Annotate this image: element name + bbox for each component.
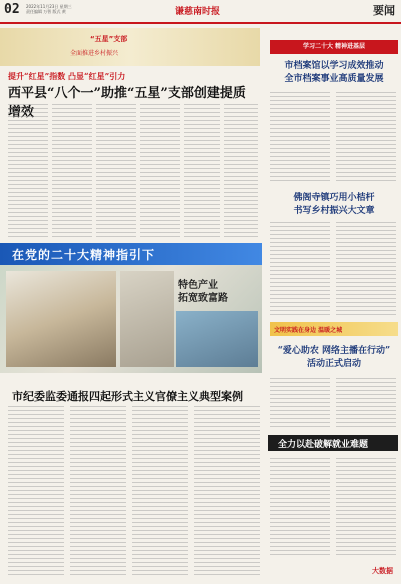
right-body-3a — [270, 378, 330, 430]
spread-photo-detail — [120, 271, 174, 367]
right-yellow-banner — [270, 322, 398, 336]
right-headline-1 — [270, 60, 398, 86]
lead-body-col-3 — [96, 104, 136, 239]
lead-banner-line2: 全面推进乡村振兴 — [70, 50, 119, 57]
right-headline-1-line1: 市档案馆以学习成效推动 — [284, 61, 384, 71]
middle-headline: 市纪委监委通报四起形式主义官僚主义典型案例 — [12, 390, 243, 403]
page-header — [0, 0, 401, 24]
header-meta-date: 2022年11月23日 星期三 — [26, 4, 72, 9]
middle-body-col-2 — [70, 406, 126, 576]
header-meta — [26, 4, 72, 14]
photo-spread — [0, 243, 262, 373]
lead-body-col-6 — [224, 104, 258, 239]
right-body-4a — [270, 458, 330, 558]
middle-body-col-3 — [132, 406, 188, 576]
right-headline-3 — [270, 345, 398, 371]
spread-caption — [178, 279, 228, 305]
corner-logo: 大数据 — [372, 567, 393, 575]
lead-banner-line1: “五星”支部 — [90, 35, 128, 43]
masthead-logo: 谦慈南时报 — [175, 7, 221, 17]
lead-kicker: 提升“红星”指数 凸显“红星”引力 — [8, 71, 126, 81]
right-yellow-banner-text: 文明实践在身边 温暖之城 — [274, 327, 343, 334]
right-body-2b — [336, 222, 396, 317]
lead-title: 西平县“八个一”助推“五星”支部创建提质增效 — [8, 86, 246, 120]
right-body-1b — [336, 92, 396, 184]
lead-body-col-4 — [140, 104, 180, 239]
section-label: 要闻 — [373, 4, 395, 17]
lead-body-col-2 — [52, 104, 92, 239]
right-body-1a — [270, 92, 330, 184]
lead-body-col-1 — [8, 104, 48, 239]
right-body-2a — [270, 222, 330, 317]
right-top-banner-text: 学习二十大 精神进基层 — [302, 43, 366, 50]
header-meta-editor: 责任编辑 万智 版式 黄 — [26, 9, 66, 14]
spread-banner — [0, 243, 262, 265]
lead-banner — [0, 28, 260, 66]
right-headline-2-line1: 佛阁寺镇巧用小桔杆 — [293, 193, 375, 203]
dark-banner — [268, 435, 398, 451]
right-headline-2-line2: 书写乡村振兴大文章 — [293, 206, 375, 216]
lead-body-col-5 — [184, 104, 220, 239]
spread-caption-line1: 特色产业 — [178, 280, 218, 291]
right-headline-1-line2: 全市档案事业高质量发展 — [284, 74, 384, 84]
page-number: 02 — [4, 2, 20, 17]
spread-photo-scene — [176, 311, 258, 367]
right-body-3b — [336, 378, 396, 430]
right-top-banner — [270, 40, 398, 54]
dark-banner-text: 全力以赴破解就业难题 — [278, 440, 369, 450]
right-headline-3-line1: “爱心助农 网络主播在行动” — [277, 346, 391, 356]
right-headline-2 — [270, 192, 398, 218]
middle-body-col-1 — [8, 406, 64, 576]
spread-caption-line2: 拓宽致富路 — [178, 293, 228, 304]
middle-body-col-4 — [194, 406, 260, 576]
spread-banner-text: 在党的二十大精神指引下 — [12, 248, 156, 262]
spread-photo-workshop — [6, 271, 116, 367]
right-headline-3-line2: 活动正式启动 — [306, 359, 361, 369]
right-body-4b — [336, 458, 396, 558]
